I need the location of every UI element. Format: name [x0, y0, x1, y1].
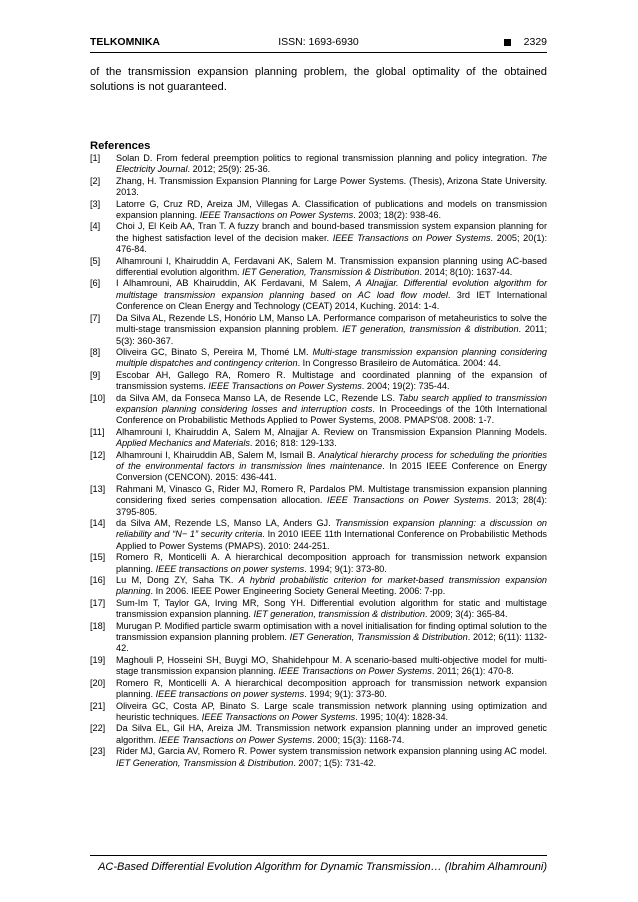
- reference-number: [17]: [90, 597, 106, 608]
- reference-number: [20]: [90, 677, 106, 688]
- page-number: 2329: [523, 36, 547, 48]
- reference-text: Oliveira GC, Binato S, Pereira M, Thomé LM. Multi-stage transmission expansion planning considering multiple dispatches and contingency criterion. In Congresso Brasileiro de Automática. 2004: 44.: [116, 346, 547, 369]
- reference-number: [22]: [90, 723, 106, 734]
- reference-source: IEEE Transactions on Power Systems: [158, 734, 313, 745]
- reference-source: IEEE transactions on power systems: [155, 689, 305, 700]
- reference-item: [90, 176, 547, 199]
- reference-text: Maghouli P, Hosseini SH, Buygi MO, Shahidehpour M. A scenario-based multi-objective model for multi-stage transmission expansion planning. IEEE Transactions on Power Systems. 2011; 26(1): 470-8.: [116, 654, 547, 677]
- reference-source: IEEE Transactions on Power Systems: [199, 210, 354, 221]
- reference-item: [90, 701, 547, 724]
- intro-paragraph: of the transmission expansion planning problem, the global optimality of the obtained solutions is not guaranteed.: [90, 66, 547, 93]
- reference-source: IEEE transactions on power systems: [155, 563, 305, 574]
- reference-source: IET generation, transmission & distribution: [253, 609, 425, 620]
- reference-text: Murugan P. Modified particle swarm optimisation with a novel initialisation for finding optimal solution to the transmission expansion planning problem. IET Generation, Transmission & Distribution. 2012; 6(11): 1132-42.: [116, 620, 548, 654]
- reference-item: [90, 518, 547, 552]
- reference-number: [23]: [90, 746, 106, 757]
- reference-text: Lu M, Dong ZY, Saha TK. A hybrid probabilistic criterion for market-based transmission expansion planning. In 2006. IEEE Power Engineering Society General Meeting. 2006: 7-pp.: [116, 575, 548, 597]
- reference-number: [2]: [90, 175, 101, 186]
- reference-number: [7]: [90, 312, 101, 323]
- reference-number: [12]: [90, 449, 106, 460]
- reference-item: [90, 427, 547, 450]
- reference-source: A Alnajjar. Differential evolution algorithm for multistage transmission expansion planning based on AC load flow model: [116, 278, 547, 300]
- reference-text: da Silva AM, da Fonseca Manso LA, de Resende LC, Rezende LS. Tabu search applied to transmission expansion planning considering losses and interruption costs. In Proceedings of the 10th International Conference on Probabilistic Methods Applied to Power Systems, 2008. PMAPS'08. 2008: 1-7.: [116, 392, 548, 426]
- reference-number: [1]: [90, 153, 101, 163]
- reference-source: Applied Mechanics and Materials: [116, 438, 250, 449]
- reference-source: A hybrid probabilistic criterion for market-based transmission expansion planning: [116, 575, 548, 597]
- reference-number: [15]: [90, 552, 106, 563]
- reference-number: [6]: [90, 278, 101, 289]
- reference-text: I Alhamrouni, AB Khairuddin, AK Ferdavani, M Salem, A Alnajjar. Differential evolution algorithm for multistage transmission expansion planning based on AC load flow model. 3rd IET International Conference on Clean Energy and Technology (CEAT) 2014, Kuching. 2014: 1-4.: [116, 278, 547, 312]
- reference-source: Transmission expansion planning: a discussion on reliability and “N− 1” security criteria: [116, 518, 548, 540]
- reference-item: [90, 313, 547, 347]
- reference-item: [90, 221, 547, 255]
- reference-source: Tabu search applied to transmission expansion planning considering losses and interruption costs: [116, 392, 548, 414]
- reference-text: Solan D. From federal preemption politics to regional transmission planning and policy integration. The Electricity Journal. 2012; 25(9): 25-36.: [116, 153, 547, 175]
- reference-source: IET Generation, Transmission & Distribution: [116, 757, 294, 768]
- reference-item: [90, 655, 547, 678]
- reference-item: [90, 552, 547, 575]
- reference-item: [90, 347, 547, 370]
- running-title: AC-Based Differential Evolution Algorithm for Dynamic Transmission… (Ibrahim Alhamrouni): [98, 861, 547, 873]
- reference-number: [9]: [90, 369, 101, 380]
- reference-number: [4]: [90, 221, 101, 232]
- reference-text: Da Silva EL, Gil HA, Areiza JM. Transmission network expansion planning under an improved genetic algorithm. IEEE Transactions on Power Systems. 2000; 15(3): 1168-74.: [116, 723, 547, 745]
- reference-number: [13]: [90, 483, 106, 494]
- reference-source: IEEE Transactions on Power Systems: [278, 666, 432, 677]
- reference-source: Analytical hierarchy process for scheduling the priorities of the environmental factors in transmission lines maintenance: [116, 449, 547, 471]
- reference-text: Romero R, Monticelli A. A hierarchical decomposition approach for transmission network expansion planning. IEEE transactions on power systems. 1994; 9(1): 373-80.: [116, 677, 547, 700]
- reference-number: [10]: [90, 392, 106, 403]
- reference-text: Alhamrouni I, Khairuddin A, Salem M, Alnajjar A. Review on Transmission Expansion Planning Models. Applied Mechanics and Materials. 2016; 818: 129-133.: [116, 426, 547, 449]
- reference-text: Escobar AH, Gallego RA, Romero R. Multistage and coordinated planning of the expansion of transmission systems. IEEE Transactions on Power Systems. 2004; 19(2): 735-44.: [116, 369, 547, 392]
- reference-text: Choi J, El Keib AA, Tran T. A fuzzy branch and bound-based transmission system expansion planning for the highest satisfaction level of the decision maker. IEEE Transactions on Power Systems. 2005; 20(1): 476-84.: [116, 221, 548, 255]
- reference-source: IET Generation, Transmission & Distribution: [242, 267, 420, 278]
- reference-text: Romero R, Monticelli A. A hierarchical decomposition approach for transmission network expansion planning. IEEE transactions on power systems. 1994; 9(1): 373-80.: [116, 552, 547, 574]
- reference-number: [3]: [90, 198, 101, 209]
- square-bullet-icon: [504, 39, 511, 46]
- reference-item: [90, 393, 547, 427]
- reference-number: [19]: [90, 654, 106, 665]
- reference-number: [11]: [90, 426, 105, 437]
- reference-text: Da Silva AL, Rezende LS, Honório LM, Manso LA. Performance comparison of metaheuristics to solve the multi-stage transmission expansion planning problem. IET generation, transmission & distribution. 2011; 5(3): 360-367.: [116, 312, 547, 346]
- reference-text: Latorre G, Cruz RD, Areiza JM, Villegas A. Classification of publications and models on transmission expansion planning. IEEE Transactions on Power Systems. 2003; 18(2): 938-46.: [116, 198, 547, 221]
- reference-item: [90, 256, 547, 279]
- reference-text: Rider MJ, Garcia AV, Romero R. Power system transmission network expansion planning using AC model. IET Generation, Transmission & Distribution. 2007; 1(5): 731-42.: [116, 746, 547, 768]
- reference-text: Oliveira GC, Costa AP, Binato S. Large scale transmission network planning using optimization and heuristic techniques. IEEE Transactions on Power Systems. 1995; 10(4): 1828-34.: [116, 700, 547, 722]
- reference-source: IEEE Transactions on Power Systems: [201, 711, 356, 722]
- reference-text: da Silva AM, Rezende LS, Manso LA, Anders GJ. Transmission expansion planning: a discussion on reliability and “N− 1” security criteria. In 2010 IEEE 11th International Conference on Probabilistic Methods Applied to Power Systems (PMAPS). 2010: 244-251.: [116, 518, 548, 551]
- reference-source: IET Generation, Transmission & Distribution: [289, 632, 468, 643]
- reference-item: [90, 598, 547, 621]
- reference-item: [90, 484, 547, 518]
- reference-source: IEEE Transactions on Power Systems: [208, 381, 362, 392]
- reference-number: [21]: [90, 700, 106, 711]
- reference-item: [90, 370, 547, 393]
- issn-label: ISSN: 1693-6930: [278, 36, 359, 48]
- reference-text: Alhamrouni I, Khairuddin AB, Salem M, Ismail B. Analytical hierarchy process for scheduling the priorities of the environmental factors in transmission lines maintenance. In 2015 IEEE Conference on Energy Conversion (CENCON). 2015: 436-441.: [116, 449, 547, 483]
- reference-item: [90, 621, 547, 655]
- page-header: [90, 34, 547, 53]
- reference-source: The Electricity Journal: [116, 153, 547, 175]
- reference-source: Multi-stage transmission expansion planning considering multiple dispatches and contingency criterion: [116, 346, 547, 369]
- page-footer: [90, 855, 547, 873]
- reference-text: Sum-Im T, Taylor GA, Irving MR, Song YH. Differential evolution algorithm for static and multistage transmission expansion planning. IET generation, transmission & distribution. 2009; 3(4): 365-84.: [116, 597, 547, 620]
- journal-name: TELKOMNIKA: [90, 36, 160, 48]
- reference-number: [16]: [90, 575, 106, 586]
- reference-item: [90, 450, 547, 484]
- reference-source: IEEE Transactions on Power Systems: [327, 495, 489, 506]
- references-heading: References: [90, 140, 151, 152]
- reference-source: IEEE Transactions on Power Systems: [332, 232, 491, 243]
- reference-item: [90, 746, 547, 769]
- reference-number: [14]: [90, 518, 106, 528]
- reference-text: Rahmani M, Vinasco G, Rider MJ, Romero R, Pardalos PM. Multistage transmission expansion planning considering fixed series compensation allocation. IEEE Transactions on Power Systems. 2013; 28(4): 3795-805.: [116, 483, 547, 517]
- reference-item: [90, 278, 547, 312]
- reference-text: Alhamrouni I, Khairuddin A, Ferdavani AK, Salem M. Transmission expansion planning using AC-based differential evolution algorithm. IET Generation, Transmission & Distribution. 2014; 8(10): 1637-44.: [116, 255, 547, 278]
- reference-item: [90, 153, 547, 176]
- reference-item: [90, 575, 547, 598]
- reference-item: [90, 199, 547, 222]
- reference-source: IET generation, transmission & distribution: [342, 324, 519, 335]
- reference-number: [18]: [90, 620, 106, 631]
- reference-number: [8]: [90, 346, 101, 357]
- references-list: [90, 153, 547, 769]
- reference-number: [5]: [90, 255, 101, 266]
- reference-text: Zhang, H. Transmission Expansion Planning for Large Power Systems. (Thesis), Arizona State University. 2013.: [116, 175, 547, 198]
- reference-item: [90, 678, 547, 701]
- reference-item: [90, 723, 547, 746]
